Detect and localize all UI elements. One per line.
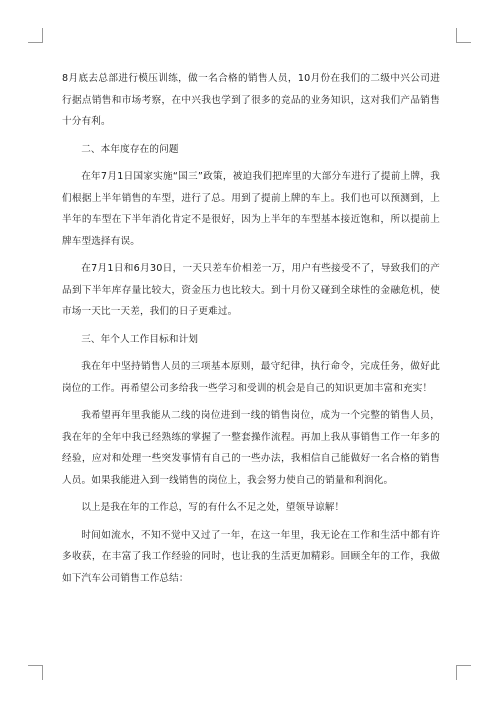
paragraph-5: 三、年个人工作目标和计划 <box>81 333 199 345</box>
paragraph-9: 时间如流水，不知不觉中又过了一年，在这一年里，我无论在工作和生活中都有许多收获，在丰富了我工作经验的同时，也让我的生活更加精彩。回顾全年的工作，我做如下汽车公司销售工作总结： <box>62 529 440 584</box>
paragraph-7: 我希望再年里我能从二线的岗位进到一线的销售岗位，成为一个完整的销售人员，我在年的全年中我已经熟练的掌握了一整套操作流程。再加上我从事销售工作一年多的经验，应对和处理一些突发事情有自己的一些办法，我相信自己能做好一名合格的销售人员。如果我能进入到一线销售的岗位上，我会努力使自己的销量和利润化。 <box>62 410 440 486</box>
paragraph-4: 在7月1日和6月30日，一天只差车价相差一万，用户有些接受不了，导致我们的产品到下半年库存量比较大，资金压力也比较大。到十月份又碰到全球性的金融危机，使市场一天比一天差，我们的日子更难过。 <box>62 263 440 317</box>
paragraph-3: 在年7月1日国家实施“国三”政策，被迫我们把库里的大部分车进行了提前上牌，我们根据上半年销售的车型，进行了总。用到了提前上牌的车上。我们也可以预测到，上半年的车型在下半年消化肯定不是很好，因为上半年的车型基本接近饱和，所以提前上牌车型选择有误。 <box>62 171 440 247</box>
paragraph-6: 我在年中坚持销售人员的三项基本原则，最守纪律，执行命令，完成任务，做好此岗位的工作。再希望公司多给我一些学习和受训的机会是自己的知识更加丰富和充实！ <box>62 361 440 394</box>
crop-mark-bottom-right <box>456 665 471 680</box>
crop-mark-top-right <box>456 28 471 43</box>
document-body <box>62 68 440 595</box>
paragraph-8: 以上是我在年的工作总，写的有什么不足之处，望领导谅解！ <box>81 502 345 513</box>
paragraph-1: 8月底去总部进行模压训练，做一名合格的销售人员，10月份在我们的二级中兴公司进行据点销售和市场考察，在中兴我也学到了很多的竞品的业务知识，这对我们产品销售十分有利。 <box>62 73 440 127</box>
crop-mark-bottom-left <box>28 665 43 680</box>
paragraph-2: 二、本年度存在的问题 <box>81 143 179 155</box>
crop-mark-top-left <box>28 28 43 43</box>
